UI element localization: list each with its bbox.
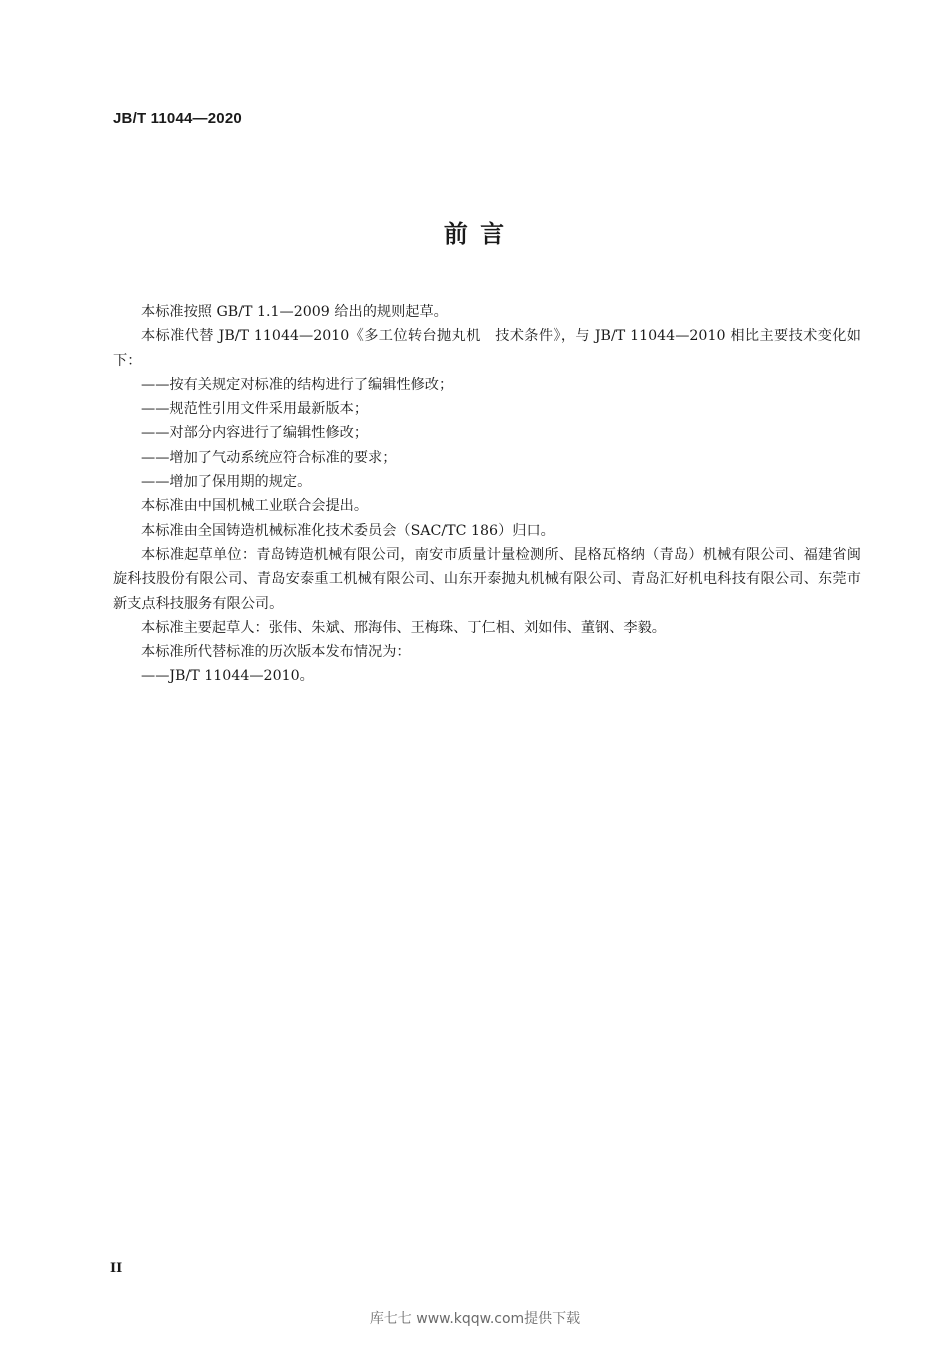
body-text bbox=[113, 300, 861, 689]
paragraph-replacement-note: 本标准代替 JB/T 11044—2010《多工位转台抛丸机 技术条件》，与 JB/T 11044—2010 相比主要技术变化如下： bbox=[113, 328, 861, 369]
paragraph-drafting-units: 本标准起草单位：青岛铸造机械有限公司，南安市质量计量检测所、昆格瓦格纳（青岛）机械有限公司、福建省闽旋科技股份有限公司、青岛安泰重工机械有限公司、山东开泰抛丸机械有限公司、青岛汇好机电科技有限公司、东莞市新支点科技服务有限公司。 bbox=[113, 546, 861, 612]
list-item-change: ——规范性引用文件采用最新版本； bbox=[141, 401, 369, 418]
paragraph-drafting-rules: 本标准按照 GB/T 1.1—2009 给出的规则起草。 bbox=[141, 304, 448, 320]
list-item-change: ——增加了保用期的规定。 bbox=[141, 474, 312, 491]
list-item-change: ——按有关规定对标准的结构进行了编辑性修改； bbox=[141, 376, 454, 393]
document-code: JB/T 11044—2020 bbox=[113, 110, 242, 127]
list-item-change: ——增加了气动系统应符合标准的要求； bbox=[141, 449, 397, 466]
page-title: 前 言 bbox=[443, 220, 507, 248]
list-item-change: ——对部分内容进行了编辑性修改； bbox=[141, 425, 369, 442]
list-item-history: ——JB/T 11044—2010。 bbox=[141, 668, 314, 685]
paragraph-proposer: 本标准由中国机械工业联合会提出。 bbox=[141, 498, 369, 515]
page-number: II bbox=[110, 1261, 123, 1276]
paragraph-history-intro: 本标准所代替标准的历次版本发布情况为： bbox=[141, 644, 411, 661]
footer-watermark: 库七七 www.kqqw.com提供下载 bbox=[369, 1311, 581, 1327]
paragraph-committee: 本标准由全国铸造机械标准化技术委员会（SAC/TC 186）归口。 bbox=[141, 522, 555, 539]
paragraph-drafters: 本标准主要起草人：张伟、朱斌、邢海伟、王梅珠、丁仁相、刘如伟、董钢、李毅。 bbox=[141, 619, 666, 636]
